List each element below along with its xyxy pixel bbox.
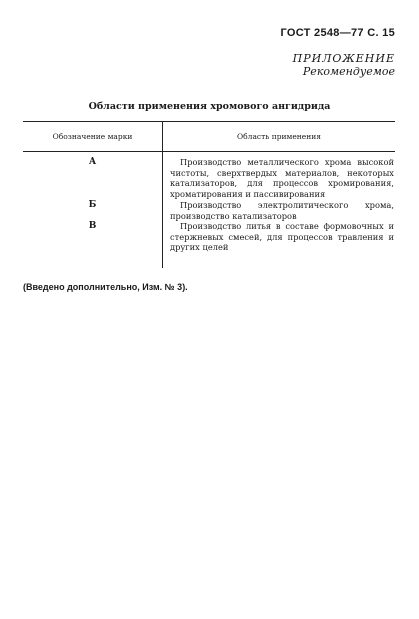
appendix-block xyxy=(293,52,395,78)
column-header-grade: Обозначение марки xyxy=(52,132,133,141)
table-column-divider xyxy=(162,121,163,268)
application-text: Производство литья в составе формовочных и стержневых смесей, для процессов травления и других целей xyxy=(170,221,394,253)
application-text: Производство электролитического хрома, производство катализаторов xyxy=(170,200,394,221)
standard-code: ГОСТ 2548—77 С. 15 xyxy=(280,27,395,39)
amendment-note: (Введено дополнительно, Изм. № 3). xyxy=(23,282,188,292)
appendix-status: Рекомендуемое xyxy=(302,65,395,78)
grade-mark: Б xyxy=(88,200,97,210)
applications-table xyxy=(23,121,395,268)
application-text: Производство металлического хрома высокой чистоты, сверхтвердых материалов, некоторых катализаторов, для процессов хромирования, хроматирования и пассивирования xyxy=(170,157,394,199)
table-header-rule xyxy=(23,151,395,152)
column-header-application: Область применения xyxy=(237,132,321,141)
table-title: Области применения хромового ангидрида xyxy=(88,101,331,112)
grade-mark: А xyxy=(88,157,97,167)
appendix-label: ПРИЛОЖЕНИЕ xyxy=(292,52,395,65)
table-top-rule xyxy=(23,121,395,122)
grade-mark: В xyxy=(88,221,97,231)
